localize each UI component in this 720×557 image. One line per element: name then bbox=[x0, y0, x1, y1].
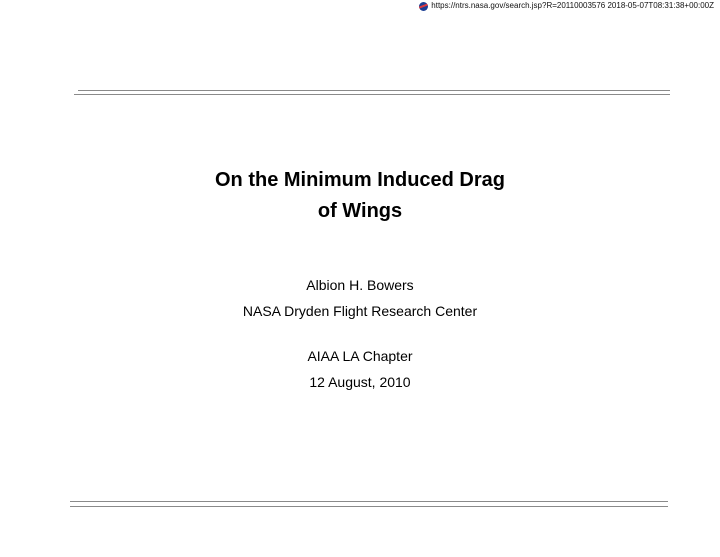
title-line-1: On the Minimum Induced Drag bbox=[214, 169, 505, 191]
top-rule-lower bbox=[74, 94, 670, 95]
ntrs-stamp-text: https://ntrs.nasa.gov/search.jsp?R=20110003576 2018-05-07T08:31:38+00:00Z bbox=[431, 1, 714, 10]
event-date: 12 August, 2010 bbox=[309, 374, 411, 390]
nasa-meatball-icon bbox=[419, 2, 428, 11]
affiliation: NASA Dryden Flight Research Center bbox=[242, 303, 478, 319]
top-rule-upper bbox=[78, 90, 670, 91]
bottom-rule-lower bbox=[70, 506, 668, 507]
author-name: Albion H. Bowers bbox=[306, 277, 414, 293]
ntrs-stamp bbox=[419, 0, 714, 12]
bottom-rule-upper bbox=[70, 501, 668, 502]
event-name: AIAA LA Chapter bbox=[307, 348, 413, 364]
title-line-2: of Wings bbox=[317, 200, 403, 222]
slide-title bbox=[0, 165, 720, 227]
